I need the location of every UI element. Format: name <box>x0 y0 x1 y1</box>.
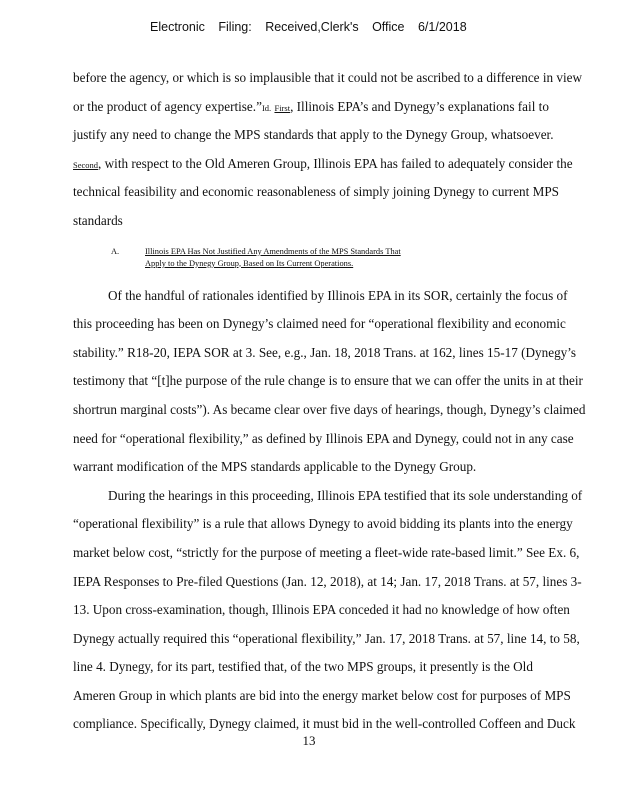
text-span: technical feasibility and economic reasonableness of simply joining Dynegy to current MPS <box>73 184 559 200</box>
text-span: 13. Upon cross-examination, though, Illinois EPA conceded it had no knowledge of how often <box>73 602 570 618</box>
text-line <box>73 625 608 654</box>
page-number: 13 <box>302 733 316 748</box>
text-span: Of the handful of rationales identified by Illinois EPA in its SOR, certainly the focus of <box>108 287 568 303</box>
text-line <box>73 367 608 396</box>
text-line <box>73 150 608 179</box>
text-span: line 4. Dynegy, for its part, testified that, of the two MPS groups, it presently is the Old <box>73 659 533 675</box>
section-heading-line1: Illinois EPA Has Not Justified Any Amendments of the MPS Standards That <box>145 246 401 256</box>
section-heading <box>73 246 608 270</box>
text-span: stability.” R18-20, IEPA SOR at 3. See, e.g., Jan. 18, 2018 Trans. at 162, lines 15-17 (Dynegy’s <box>73 344 577 360</box>
text-span: standards <box>73 212 123 228</box>
text-span: or the product of agency expertise.” <box>73 98 262 114</box>
text-span: , with respect to the Old Ameren Group, Illinois EPA has failed to adequately consider the <box>98 155 573 171</box>
text-span: IEPA Responses to Pre-filed Questions (Jan. 12, 2018), at 14; Jan. 17, 2018 Trans. at 57, lines 3- <box>73 573 582 589</box>
text-line <box>73 93 608 122</box>
text-span: this proceeding has been on Dynegy’s claimed need for “operational flexibility and economic <box>73 316 566 332</box>
header-word-office: Office <box>372 20 405 34</box>
text-line <box>73 282 608 311</box>
text-span: compliance. Specifically, Dynegy claimed, it must bid in the well-controlled Coffeen and Duck <box>73 716 576 732</box>
text-line <box>73 310 608 339</box>
filing-stamp-header <box>150 20 477 34</box>
text-line <box>73 653 608 682</box>
text-span: , Illinois EPA’s and Dynegy’s explanations fail to <box>290 98 549 114</box>
text-line <box>73 539 608 568</box>
text-span: warrant modification of the MPS standards applicable to the Dynegy Group. <box>73 459 477 475</box>
text-line <box>73 682 608 711</box>
text-line <box>73 453 608 482</box>
citation-id: Id. <box>261 102 272 113</box>
text-span: market below cost, “strictly for the purpose of meeting a fleet-wide rate-based limit.” See Ex. 6, <box>73 544 580 560</box>
text-line <box>73 339 608 368</box>
text-span: before the agency, or which is so implausible that it could not be ascribed to a difference in view <box>73 70 583 85</box>
text-span: need for “operational flexibility,” as defined by Illinois EPA and Dynegy, could not in any case <box>73 430 574 446</box>
header-word-electronic: Electronic <box>150 20 205 34</box>
text-line <box>73 121 608 150</box>
text-span: During the hearings in this proceeding, Illinois EPA testified that its sole understanding of <box>108 487 583 503</box>
text-span: shortrun marginal costs”). As became clear over five days of hearings, though, Dynegy’s claimed <box>73 401 586 417</box>
text-line <box>73 178 608 207</box>
header-word-filing: Filing: <box>218 20 252 34</box>
text-line <box>73 207 608 236</box>
text-line <box>73 425 608 454</box>
text-span: “operational flexibility” is a rule that allows Dynegy to avoid bidding its plants into the energy <box>73 516 573 532</box>
emphasis-second: Second <box>73 159 99 170</box>
section-letter: A. <box>111 246 120 256</box>
document-body <box>73 64 608 739</box>
emphasis-first: First <box>274 102 291 113</box>
header-date: 6/1/2018 <box>417 20 467 34</box>
text-line <box>73 396 608 425</box>
text-span: testimony that “[t]he purpose of the rule change is to ensure that we can offer the units in at their <box>73 373 583 389</box>
text-span: Ameren Group in which plants are bid into the energy market below cost for purposes of MPS <box>73 687 571 703</box>
text-line <box>73 568 608 597</box>
text-line <box>73 596 608 625</box>
text-line <box>73 510 608 539</box>
text-span: justify any need to change the MPS standards that apply to the Dynegy Group, whatsoever. <box>73 127 554 143</box>
text-span: Dynegy actually required this “operational flexibility,” Jan. 17, 2018 Trans. at 57, line 14, to 58, <box>73 630 580 646</box>
text-line <box>73 64 608 93</box>
header-word-received: Received,Clerk's <box>265 20 359 34</box>
text-line <box>73 482 608 511</box>
section-heading-line2: Apply to the Dynegy Group, Based on Its Current Operations. <box>145 258 354 268</box>
